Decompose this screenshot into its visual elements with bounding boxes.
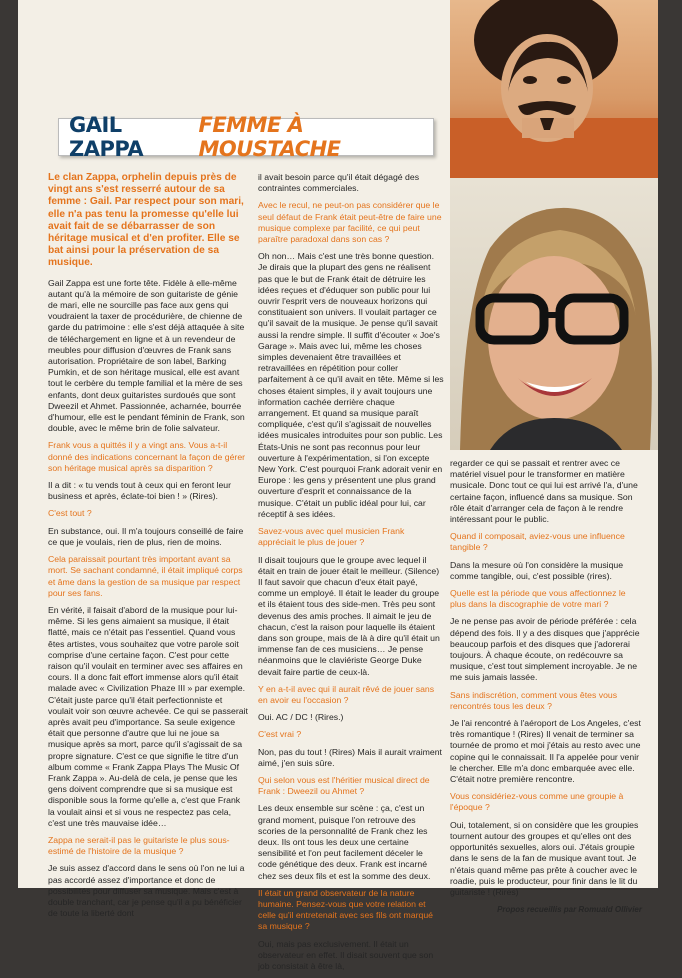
interview-question: C'est vrai ? bbox=[258, 729, 302, 740]
interview-answer: Oui, mais pas exclusivement. Il était un observateur en effet. Il disait souvent que son job consistait à être là, bbox=[258, 938, 434, 971]
headline-subtitle: FEMME À MOUSTACHE bbox=[198, 113, 341, 161]
gail-zappa-illustration bbox=[450, 178, 658, 450]
portrait-frank-zappa bbox=[450, 0, 658, 178]
article-column-3 bbox=[450, 458, 642, 915]
magazine-page bbox=[18, 0, 658, 971]
interview-answer: Je suis assez d'accord dans le sens où l'on ne lui a pas accordé assez d'importance et donc de possibilités pour diffuser sa musique. Mais c'est à double tranchant, car je pense qu'il a pu bénéficier de toute la liberté dont bbox=[48, 863, 245, 919]
interview-question: Sans indiscrétion, comment vous êtes vous rencontrés tous les deux ? bbox=[450, 689, 618, 711]
article-column-2 bbox=[258, 172, 444, 978]
interview-answer: il avait besoin parce qu'il était dégagé des contraintes commerciales. bbox=[258, 172, 420, 194]
interview-question: C'est tout ? bbox=[48, 508, 92, 519]
interview-question: Il était un grand observateur de la nature humaine. Pensez-vous que votre relation et celle qu'il entretenait avec ses fils ont marqué sa musique ? bbox=[258, 887, 434, 932]
interview-answer: regarder ce qui se passait et rentrer avec ce matériel visuel pour le transformer en matière musicale. Donc tout ce qui lui est arrivé l'a, d'une certaine façon, influencé dans sa musique. Son rôle était d'arranger cela de façon à le rendre intéressant pour le public. bbox=[450, 458, 638, 525]
interview-question: Qui selon vous est l'héritier musical direct de Frank : Dweezil ou Ahmet ? bbox=[258, 774, 430, 797]
interview-question: Y en a-t-il avec qui il aurait rêvé de jouer sans en avoir eu l'occasion ? bbox=[258, 683, 435, 705]
interview-answer: Il a dit : « tu vends tout à ceux qui en feront leur business et après, éclate-toi bien ! » (Rires). bbox=[48, 480, 232, 502]
article-credit: Propos recueillis par Romuald Ollivier bbox=[497, 905, 642, 915]
interview-answer: En vérité, il faisait d'abord de la musique pour lui-même. Si les gens aimaient sa musique, il était flatté, mais ce n'était pas l'essentiel. Quand vous êtes artistes, vous souhaitez que votre parole soit comprise d'une certaine façon. C'est pour cette raison qu'il voulait en terminer avec ses affaires en cours. Il a donc fait effort immense alors qu'il était malade avec « Civilization Phaze III » par exemple. C'était juste parce qu'il était perfectionniste et voulait voir son œuvre achevée. Ce qui se passerait après avait peu d'importance. Sa seule exigence était que personne d'autre que lui ne joue sa musique après sa mort, parce qu'il s'agissait de sa propre signature. C'est ce que signifie le titre d'un album comme « Frank Zappa Plays The Music Of Frank Zappa ». Au-delà de cela, je pense que les gens doivent comprendre que si sa musique est disponible sous la forme qu'elle a, c'est que Frank la voulait ainsi et si vous ne respectez pas cela, c'est une très mauvaise idée… bbox=[48, 604, 248, 828]
interview-answer: Gail Zappa est une forte tête. Fidèle à elle-même autant qu'à la mémoire de son guitariste de génie de mari, elle ne sourcille pas face aux gens qui voudraient la taxer de procédurière, de chienne de garde du patrimoine : elle s'est déjà attaquée à site de téléchargement en ligne et à un revendeur de meubles pour diffusion d'œuvres de Frank sans autorisation. Propriétaire de son label, Barking Pumkin, et de son héritage musical, elle est avant tout le cerbère du temple familial et la mère de ses enfants, dont deux guitaristes surdoués que sont Dweezil et Ahmet. Passionnée, acharnée, bourrée d'humour, elle est le pendant féminin de Frank, son double, avec le même brin de folie salvateur. bbox=[48, 277, 245, 434]
interview-answer: Non, pas du tout ! (Rires) Mais il aurait vraiment aimé, j'en suis sûre. bbox=[258, 746, 442, 768]
interview-question: Savez-vous avec quel musicien Frank appréciait le plus de jouer ? bbox=[258, 526, 405, 548]
interview-answer: Dans la mesure où l'on considère la musique comme tangible, oui, c'est possible (rires). bbox=[450, 559, 624, 581]
interview-answer: Oui, totalement, si on considère que les groupies tournent autour des groupes et qu'elles ont des opportunités sexuelles, alors oui. J'étais groupie dans le sens de la fan de musique avant tout. Je n'étais quand même pas prête à coucher avec le roadie, puis le producteur, pour finir dans le lit du guitariste ! (Rires) bbox=[450, 819, 639, 897]
interview-answer: En substance, oui. Il m'a toujours conseillé de faire ce que je voulais, rien de plus, rien de moins. bbox=[48, 525, 244, 547]
interview-question: Vous considériez-vous comme une groupie à l'époque ? bbox=[450, 791, 624, 813]
headline-name: GAIL ZAPPA bbox=[69, 113, 144, 161]
interview-question: Cela paraissait pourtant très important avant sa mort. Se sachant condamné, il était impliqué corps et âme dans la gestion de sa musique par respect pour ses fans. bbox=[48, 554, 243, 598]
article-lead: Le clan Zappa, orphelin depuis près de vingt ans s'est resserré autour de sa femme : Gail. Par respect pour son mari, elle n'a pas tenu la promesse qu'elle lui avait fait de se débarrasser de son héritage musical et d'en profiter. Elle se bat ainsi pour la préservation de sa musique. bbox=[48, 172, 244, 269]
interview-question: Zappa ne serait-il pas le guitariste le plus sous-estimé de l'histoire de la musique ? bbox=[48, 834, 230, 857]
article-column-1 bbox=[48, 172, 248, 925]
frank-zappa-illustration bbox=[450, 0, 658, 178]
interview-question: Frank vous a quittés il y a vingt ans. Vous a-t-il donné des indications concernant la façon de gérer son héritage musical après sa disparition ? bbox=[48, 440, 246, 473]
interview-answer: Oh non… Mais c'est une très bonne question. Je dirais que la plupart des gens ne réalisent pas que le but de Frank était de détruire les idées reçues et d'éduquer son public pour lui ouvrir l'esprit vers de nouveaux horizons qui constituaient son univers. Il voulait partager ce qu'il savait de la musique. Je pense qu'il savait aussi la rendre simple. Il suffit d'écouter « Joe's Garage ». Mais avec lui, même les choses simples devenaient être travaillées et retravaillées en répétition pour coller parfaitement à ce qu'il avait en tête. Même si les choses étaient simples, il y avait toujours une information cachée derrière chaque arrangement. Et quand sa musique paraît compliquée, c'est qu'il s'agissait de nouvelles idées musicales introduites pour son public. Les États-Unis ne sont pas reconnus pour leur ouverture à l'expérimentation, si l'on excepte New York. C'est pourquoi Frank adorait venir en Europe : les gens y présentent une plus grand ouverture d'esprit et connaissance de la musique. C'était un public idéal pour lui, car réceptif à ses idées. bbox=[258, 251, 444, 519]
portrait-gail-zappa bbox=[450, 178, 658, 450]
headline-box bbox=[58, 113, 434, 161]
interview-answer: Les deux ensemble sur scène : ça, c'est un grand moment, puisque l'on retrouve des scories de la personnalité de Frank chez les deux. Ils ont tous les deux une certaine sensibilité et l'on peut facilement déceler le code génétique des deux. Frank est incarné chez ses deux fils et est la somme des deux. bbox=[258, 803, 431, 881]
interview-answer: Je l'ai rencontré à l'aéroport de Los Angeles, c'est très romantique ! (Rires) Il venait de terminer sa tournée de promo et moi j'étais au resto avec une copine qui le connaissait. Il l'a appelée pour venir le chercher. Elle m'a donc embarquée avec elle. C'était notre première rencontre. bbox=[450, 718, 641, 785]
interview-question: Quelle est la période que vous affectionnez le plus dans la discographie de votre mari ? bbox=[450, 588, 626, 610]
interview-question: Quand il composait, aviez-vous une influence tangible ? bbox=[450, 531, 625, 553]
interview-answer: Oui. AC / DC ! (Rires.) bbox=[258, 712, 344, 723]
interview-answer: Il disait toujours que le groupe avec lequel il était en train de jouer était le meilleur. (Silence) Il faut savoir que chacun d'eux était payé, comme un employé. Il était le leader du groupe et ils étaient tous des side-men. Très peu sont devenus des amis proches. Il aimait le jeu de chacun, c'est la raison pour laquelle ils étaient dans son groupe, mais de là à dire qu'il était un immense fan de ces musiciens… Je pense néanmoins que le claviériste George Duke devait faire partie de ceux-là. bbox=[258, 554, 440, 677]
interview-answer: Je ne pense pas avoir de période préférée : cela dépend des fois. Il y a des disques que j'apprécie beaucoup parfois et des disques que j'adorerai toujours. À chaque écoute, on redécouvre sa musique, c'est tout simplement incroyable. Je ne me suis jamais lassée. bbox=[450, 616, 640, 683]
interview-question: Avec le recul, ne peut-on pas considérer que le seul défaut de Frank était peut-être de faire une musique complexe par facilité, ce qui peut paraître paradoxal dans son cas ? bbox=[258, 200, 442, 245]
